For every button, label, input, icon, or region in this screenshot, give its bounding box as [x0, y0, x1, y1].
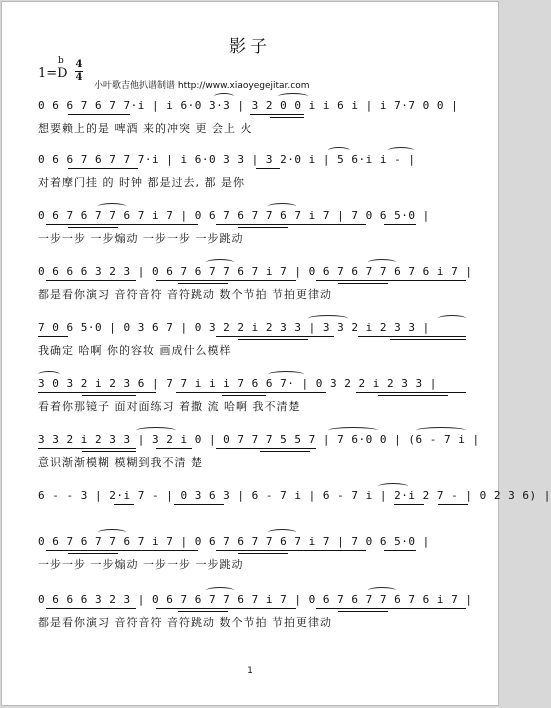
notation-line: 0 6 7 6 7 7 6 7 i 7 | 0 6 7 6 7 7 6 7 i 7 | 7 0 6 5·0 |	[38, 535, 430, 548]
notation-line: 0 6 6 7 6 7 7·i | i 6·0 3·3 | 3 2 0 0 i i 6 i | i 7·7 0 0 |	[38, 99, 459, 112]
lyric-line: 意识渐渐模糊 模糊到我不清 楚	[38, 456, 203, 469]
time-signature	[75, 60, 83, 83]
key-signature	[38, 56, 68, 81]
notation-line: 6 - - 3 | 2·i 7 - | 0 3 6 3 | 6 - 7 i | 6 - 7 i | 2·i 2 7 - | 0 2 3 6) |	[38, 489, 551, 502]
score-page	[1, 1, 551, 706]
lyric-line: 我确定 哈啊 你的容妆 画成什么模样	[38, 344, 232, 357]
lyric-line: 一步一步 一步煽动 一步一步 一步跳动	[38, 232, 244, 245]
song-title: 影子	[229, 37, 271, 57]
key-note: D	[57, 66, 68, 81]
lyric-line: 对着摩门挂 的 时钟 都是过去, 都 是你	[38, 176, 245, 189]
lyric-line: 都是看你演习 音符音符 音符跳动 数个节拍 节拍更律动	[38, 288, 332, 301]
lyric-line: 都是看你演习 音符音符 音符跳动 数个节拍 节拍更律动	[38, 616, 332, 629]
notation-line: 3 0 3 2 i 2 3 6 | 7 7 i i i 7 6 6 7· | 0 3 2 2 i 2 3 3 |	[38, 377, 437, 390]
meter-bottom: 4	[75, 72, 83, 83]
lyric-line: 想要赖上的是 啤酒 来的冲突 更 会上 火	[38, 122, 253, 135]
notation-line: 0 6 6 6 3 2 3 | 0 6 7 6 7 7 6 7 i 7 | 0 6 7 6 7 7 6 7 6 i 7 |	[38, 593, 473, 606]
page-number: 1	[247, 666, 253, 676]
notation-line: 0 6 7 6 7 7 6 7 i 7 | 0 6 7 6 7 7 6 7 i 7 | 7 0 6 5·0 |	[38, 209, 430, 222]
transcriber-credit: 小叶歌吉他扒谱制谱 http://www.xiaoyegejitar.com	[94, 81, 310, 91]
notation-line: 3 3 2 i 2 3 3 | 3 2 i 0 | 0 7 7 7 5 5 7 | 7 6·0 0 | (6 - 7 i |	[38, 433, 480, 446]
flat-sign: b	[58, 56, 64, 66]
notation-line: 0 6 6 7 6 7 7 7·i | i 6·0 3 3 | 3 2·0 i | 5 6·i i - |	[38, 153, 416, 166]
notation-line: 0 6 6 6 3 2 3 | 0 6 7 6 7 7 6 7 i 7 | 0 6 7 6 7 7 6 7 6 i 7 |	[38, 265, 473, 278]
lyric-line: 一步一步 一步煽动 一步一步 一步跳动	[38, 558, 244, 571]
key-label: 1=	[38, 66, 58, 81]
meter-top: 4	[75, 59, 83, 70]
notation-line: 7 0 6 5·0 | 0 3 6 7 | 0 3 2 2 i 2 3 3 | 3 3 2 i 2 3 3 |	[38, 321, 430, 334]
lyric-line: 看着你那镜子 面对面练习 着撒 流 哈啊 我不清楚	[38, 400, 301, 413]
